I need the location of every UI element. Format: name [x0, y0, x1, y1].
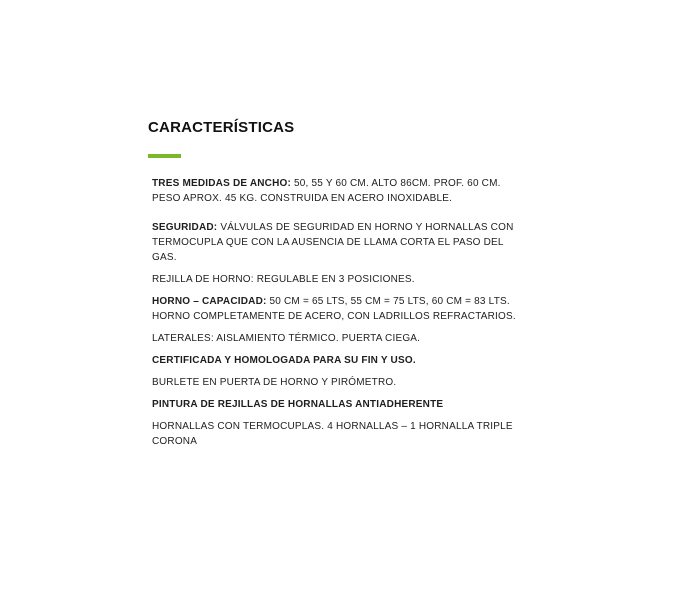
feature-item-gasket	[152, 375, 528, 390]
features-list	[152, 176, 528, 449]
feature-label: CERTIFICADA Y HOMOLOGADA PARA SU FIN Y USO.	[152, 355, 416, 366]
section-title: CARACTERÍSTICAS	[148, 119, 295, 136]
feature-text: BURLETE EN PUERTA DE HORNO Y PIRÓMETRO.	[152, 377, 397, 388]
feature-text: HORNALLAS CON TERMOCUPLAS. 4 HORNALLAS – 1 HORNALLA TRIPLE CORONA	[152, 421, 513, 447]
feature-item-grill-paint	[152, 397, 528, 412]
feature-item-sides	[152, 331, 528, 346]
title-accent-bar	[148, 154, 181, 158]
feature-text: REJILLA DE HORNO: REGULABLE EN 3 POSICIONES.	[152, 274, 415, 285]
feature-item-oven-rack	[152, 272, 528, 287]
feature-label: PINTURA DE REJILLAS DE HORNALLAS ANTIADHERENTE	[152, 399, 444, 410]
feature-text: 50, 55 Y 60 CM. ALTO 86CM. PROF. 60 CM. PESO APROX. 45 KG. CONSTRUIDA EN ACERO INOXIDABLE.	[152, 178, 501, 204]
feature-item-oven-capacity	[152, 294, 528, 324]
feature-label: SEGURIDAD:	[152, 222, 218, 233]
feature-text: LATERALES: AISLAMIENTO TÉRMICO. PUERTA CIEGA.	[152, 333, 421, 344]
feature-label: HORNO – CAPACIDAD:	[152, 296, 267, 307]
feature-item-dimensions	[152, 176, 528, 206]
feature-text: VÁLVULAS DE SEGURIDAD EN HORNO Y HORNALLAS CON TERMOCUPLA QUE CON LA AUSENCIA DE LLAMA CORTA EL PASO DEL GAS.	[152, 222, 514, 263]
feature-label: TRES MEDIDAS DE ANCHO:	[152, 178, 292, 189]
feature-item-burners	[152, 419, 528, 449]
feature-item-certified	[152, 353, 528, 368]
features-section	[148, 118, 528, 456]
feature-item-security	[152, 220, 528, 265]
feature-text: 50 CM = 65 LTS, 55 CM = 75 LTS, 60 CM = 83 LTS. HORNO COMPLETAMENTE DE ACERO, CON LADRILLOS REFRACTARIOS.	[152, 296, 516, 322]
